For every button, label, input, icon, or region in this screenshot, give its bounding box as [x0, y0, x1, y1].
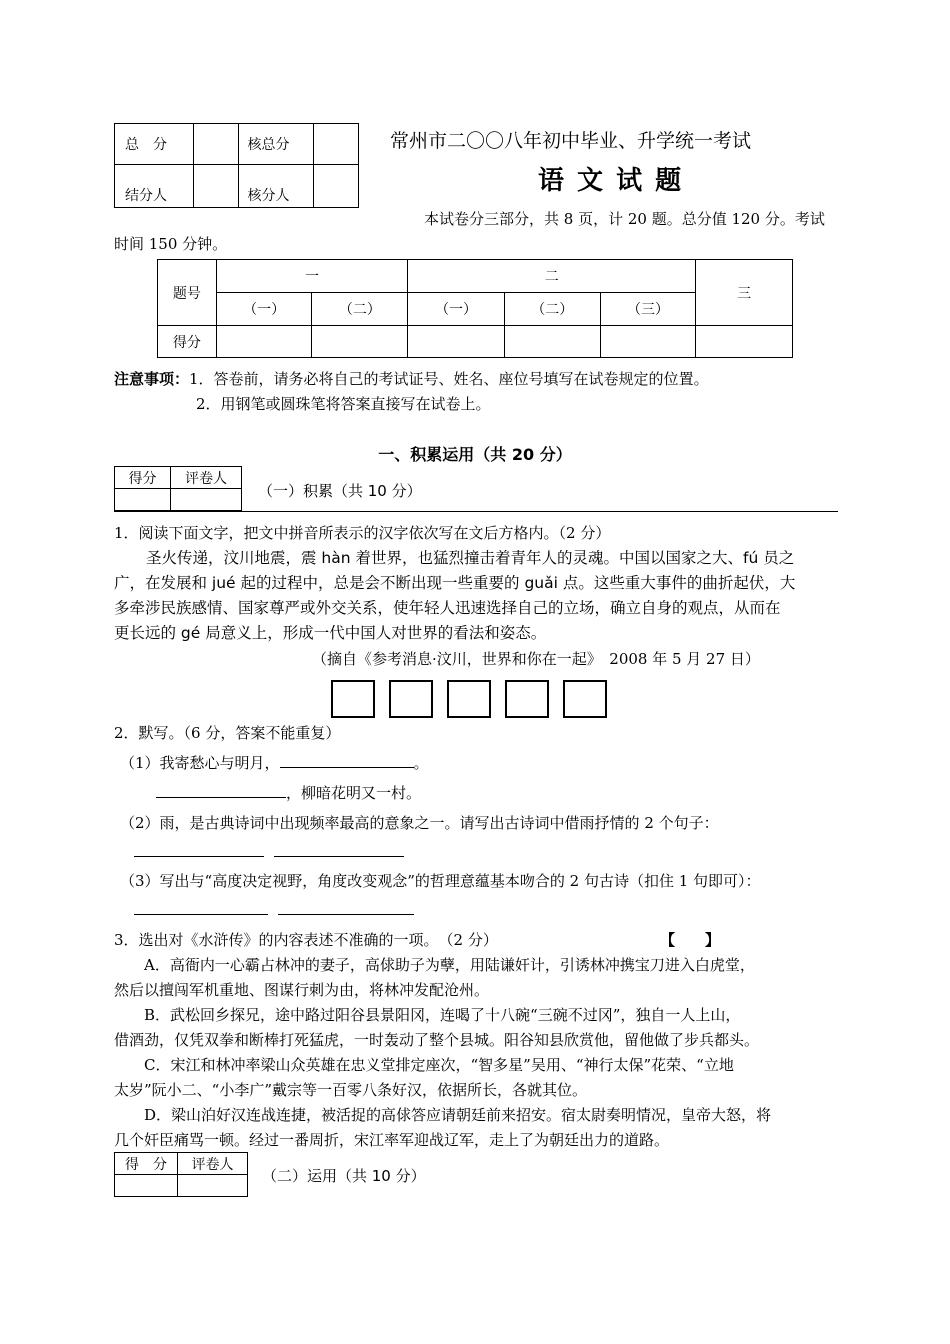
q2-a1b: ，柳暗花明又一村。	[286, 784, 422, 802]
grader-label: 评卷人	[171, 467, 242, 489]
p2-sub2: （二）	[504, 293, 600, 326]
score-row-label: 得分	[158, 326, 217, 358]
notes-item1: 1．答卷前，请务必将自己的考试证号、姓名、座位号填写在试卷规定的位置。	[189, 370, 709, 388]
q2-a1-row	[120, 752, 429, 773]
q2-a3-blank[interactable]	[278, 914, 414, 915]
q3-option-d-2: 几个奸臣痛骂一顿。经过一番周折，宋江率军迎战辽军，走上了为朝廷出力的道路。	[114, 1131, 670, 1149]
q2-a2-blank[interactable]	[274, 856, 404, 857]
q2-a1-blank[interactable]	[280, 767, 414, 768]
q1-passage-2: 广，在发展和 jué 起的过程中，总是会不断出现一些重要的 guǎi 点。这些重大事件的曲折起伏，大	[114, 574, 796, 592]
q3-option-a-2: 然后以擅闯军机重地、图谋行刺为由，将林冲发配沧州。	[114, 981, 490, 999]
notes-item1-row	[114, 368, 709, 389]
q3-stem: 3．选出对《水浒传》的内容表述不准确的一项。 （2 分）	[114, 931, 498, 949]
notes-label: 注意事项：	[114, 370, 190, 388]
score-cell[interactable]	[504, 326, 600, 358]
score-cell[interactable]	[696, 326, 793, 358]
q2-a1b-row	[156, 782, 421, 803]
q1-passage-4: 更长远的 gé 局意义上，形成一代中国人对世界的看法和姿态。	[114, 624, 547, 642]
q3-answer-bracket[interactable]: 【 】	[660, 931, 721, 949]
grader-name-cell[interactable]	[171, 489, 242, 511]
score-cell[interactable]	[312, 326, 408, 358]
part1-header: 一	[216, 260, 407, 293]
p1-sub1: （一）	[216, 293, 312, 326]
subject-title: 语 文 试 题	[538, 166, 684, 196]
divider	[114, 511, 838, 512]
part2-title: （二）运用（共 10 分）	[262, 1167, 426, 1185]
q2-a2-blank[interactable]	[134, 856, 264, 857]
q2-a1-end: 。	[413, 754, 429, 772]
q1-passage-1: 圣火传递，汶川地震，震 hàn 着世界，也猛烈撞击着青年人的灵魂。中国以国家之大、fú 员之	[146, 549, 795, 567]
q3-option-c-1: C．宋江和林冲率梁山众英雄在忠义堂排定座次，“智多星”吴用、“神行太保”花荣、“立地	[144, 1056, 734, 1074]
grader-box-2	[114, 1152, 248, 1197]
grader-score-cell[interactable]	[115, 489, 171, 511]
part1-title: （一）积累（共 10 分）	[258, 482, 422, 500]
part3-header: 三	[696, 260, 793, 326]
score-cell[interactable]	[408, 326, 505, 358]
grader-score-label: 得分	[115, 467, 171, 489]
q3-option-a-1: A．高衙内一心霸占林冲的妻子，高俅助子为孽，用陆谦奸计，引诱林冲携宝刀进入白虎堂，	[144, 956, 755, 974]
q1-passage-3: 多牵涉民族感情、国家尊严或外交关系，使年轻人迅速选择自己的立场，确立自身的观点，从而在	[114, 599, 781, 617]
intro-line2: 时间 150 分钟。	[114, 235, 228, 253]
answer-box[interactable]	[389, 680, 433, 718]
notes-item2: 2．用钢笔或圆珠笔将答案直接写在试卷上。	[196, 395, 491, 413]
q3-option-b-1: B．武松回乡探兄，途中路过阳谷县景阳冈，连喝了十八碗“三碗不过冈”，独自一人上山，	[144, 1006, 741, 1024]
q1-source: （摘自《参考消息·汶川，世界和你在一起》 2008 年 5 月 27 日）	[312, 650, 760, 668]
p2-sub3: （三）	[600, 293, 696, 326]
answer-boxes	[324, 680, 614, 722]
part2-header: 二	[408, 260, 696, 293]
p2-sub1: （一）	[408, 293, 505, 326]
intro-line1: 本试卷分三部分，共 8 页，计 20 题。总分值 120 分。考试	[424, 210, 825, 228]
grader-label: 评卷人	[178, 1153, 248, 1175]
q3-option-c-2: 太岁”阮小二、“小李广”戴宗等一百零八条好汉，依据所长，各就其位。	[114, 1081, 588, 1099]
score-box	[114, 123, 359, 208]
summary-table	[157, 259, 793, 358]
grader-score-label: 得 分	[115, 1153, 178, 1175]
grader-score-cell[interactable]	[115, 1175, 178, 1197]
q2-stem: 2．默写。（6 分，答案不能重复）	[114, 724, 341, 742]
checker-cell[interactable]	[313, 165, 358, 208]
answer-box[interactable]	[505, 680, 549, 718]
checker-label: 核分人	[239, 165, 313, 208]
p1-sub2: （二）	[312, 293, 408, 326]
total-score-label: 总 分	[115, 124, 194, 165]
scorer-cell[interactable]	[194, 165, 239, 208]
section1-title: 一、积累运用（共 20 分）	[378, 445, 572, 464]
q2-a3-blank[interactable]	[134, 914, 268, 915]
q2-a1b-blank[interactable]	[156, 797, 286, 798]
score-cell[interactable]	[600, 326, 696, 358]
q2-a2: （2）雨，是古典诗词中出现频率最高的意象之一。请写出古诗词中借雨抒情的 2 个句子：	[120, 814, 719, 832]
q1-stem: 1．阅读下面文字，把文中拼音所表示的汉字依次写在文后方格内。（2 分）	[114, 524, 611, 542]
scorer-label: 结分人	[115, 165, 194, 208]
exam-title: 常州市二〇〇八年初中毕业、升学统一考试	[390, 130, 752, 152]
score-cell[interactable]	[216, 326, 312, 358]
answer-box[interactable]	[447, 680, 491, 718]
grader-box	[114, 466, 242, 511]
check-total-label: 核总分	[239, 124, 313, 165]
grader-name-cell[interactable]	[178, 1175, 248, 1197]
answer-box[interactable]	[331, 680, 375, 718]
question-number-label: 题号	[158, 260, 217, 326]
total-score-cell[interactable]	[194, 124, 239, 165]
answer-box[interactable]	[563, 680, 607, 718]
q3-option-b-2: 借酒劲，仅凭双拳和断棒打死猛虎，一时轰动了整个县城。阳谷知县欣赏他，留他做了步兵都头。	[114, 1031, 760, 1049]
check-total-cell[interactable]	[313, 124, 358, 165]
q2-a3: （3）写出与“高度决定视野，角度改变观念”的哲理意蕴基本吻合的 2 句古诗（扣住 1 句即可）：	[120, 872, 761, 890]
q3-option-d-1: D．梁山泊好汉连战连捷，被活捉的高俅答应请朝廷前来招安。宿太尉奏明情况，皇帝大怒，将	[144, 1106, 772, 1124]
q2-a1: （1）我寄愁心与明月，	[120, 754, 280, 772]
